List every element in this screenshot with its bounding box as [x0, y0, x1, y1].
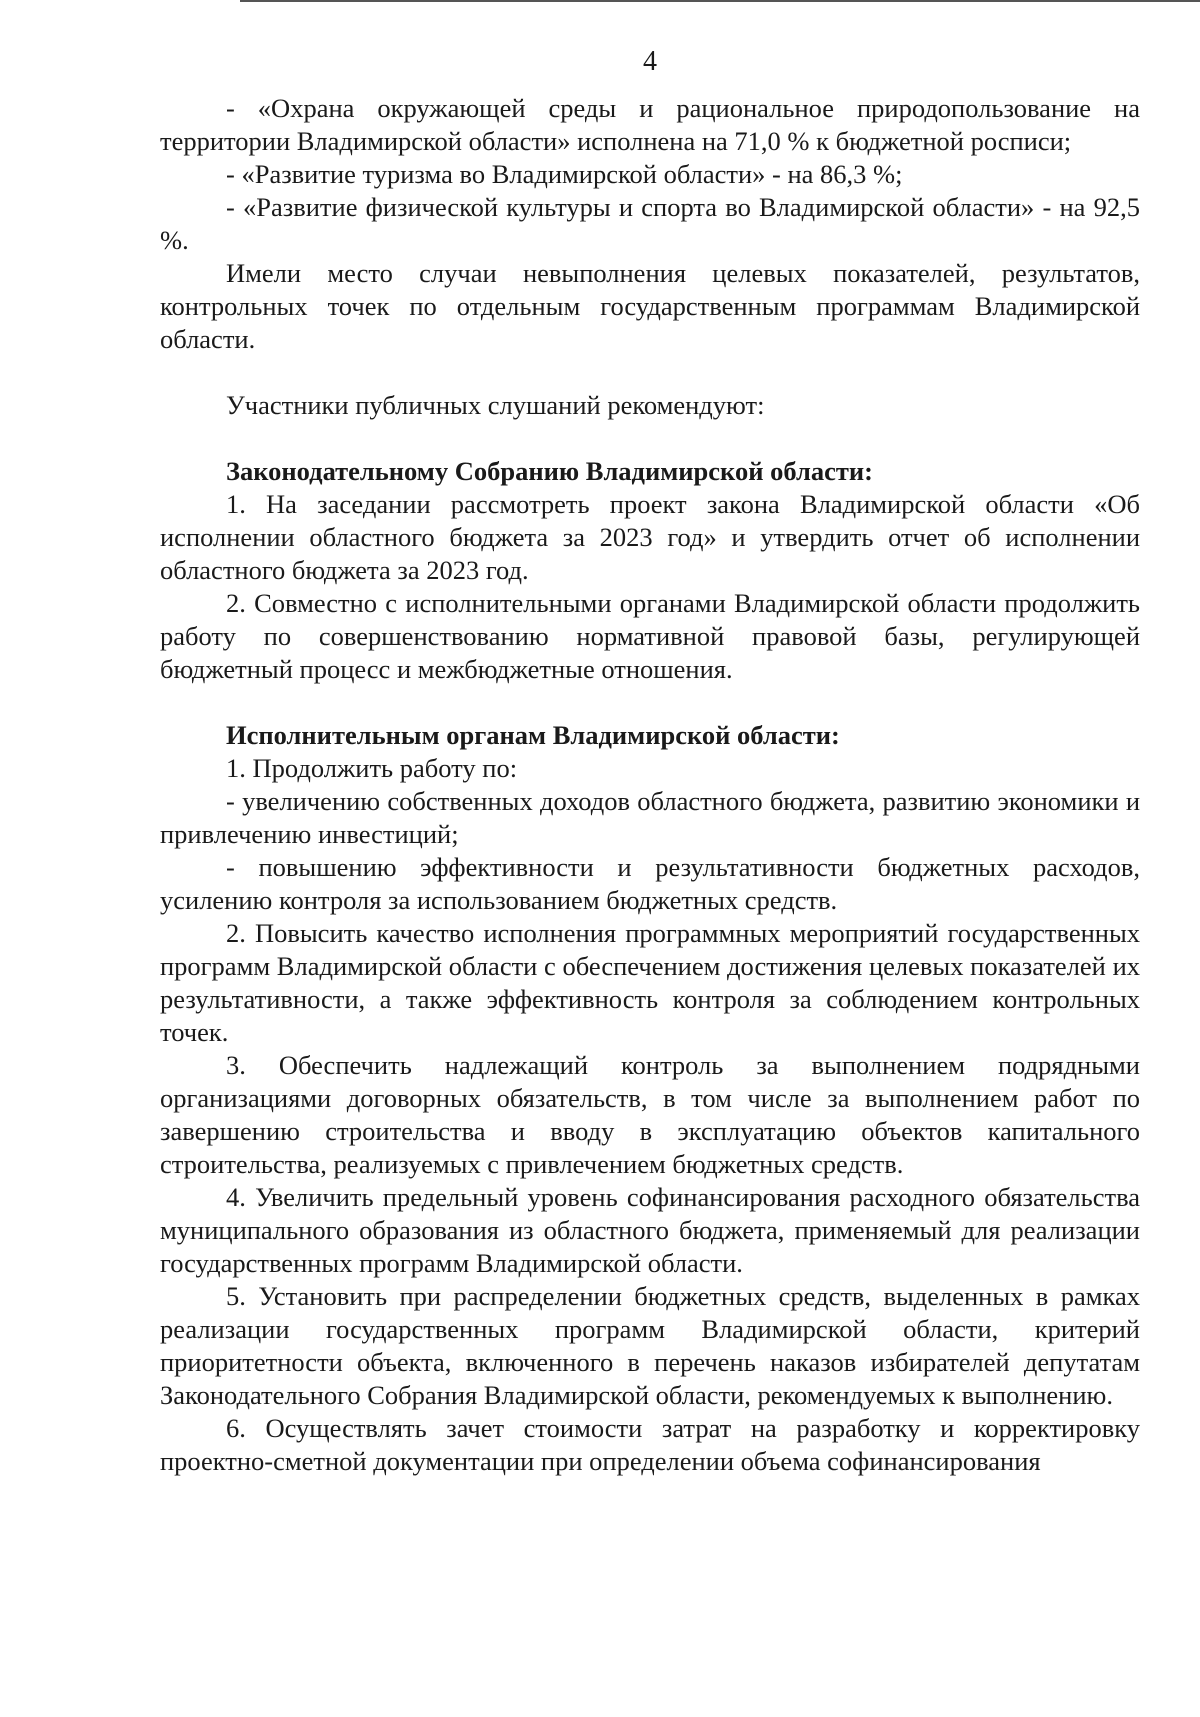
- executive-item-2: 2. Повысить качество исполнения программных мероприятий государственных программ Владимирской области с обеспечением достижения целевых показателей их результативности, а также эффективность контроля за соблюдением контрольных точек.: [160, 918, 1140, 1047]
- legislative-item-2: 2. Совместно с исполнительными органами Владимирской области продолжить работу по совершенствованию нормативной правовой базы, регулирующей бюджетный процесс и межбюджетные отношения.: [160, 588, 1140, 684]
- executive-item-3: 3. Обеспечить надлежащий контроль за выполнением подрядными организациями договорных обязательств, в том числе за выполнением работ по завершению строительства и вводу в эксплуатацию объектов капитального строительства, реализуемых с привлечением бюджетных средств.: [160, 1050, 1140, 1179]
- executive-item-4: 4. Увеличить предельный уровень софинансирования расходного обязательства муниципального образования из областного бюджета, применяемый для реализации государственных программ Владимирской области.: [160, 1182, 1140, 1278]
- spacer: [160, 422, 1140, 455]
- page-number: 4: [643, 46, 657, 77]
- paragraph-ecology: - «Охрана окружающей среды и рациональное природопользование на территории Владимирской области» исполнена на 71,0 % к бюджетной росписи;: [160, 93, 1140, 156]
- heading-legislative: Законодательному Собранию Владимирской области:: [226, 456, 873, 486]
- legislative-item-1: 1. На заседании рассмотреть проект закона Владимирской области «Об исполнении областного бюджета за 2023 год» и утвердить отчет об исполнении областного бюджета за 2023 год.: [160, 489, 1140, 585]
- heading-executive: Исполнительным органам Владимирской области:: [226, 720, 840, 750]
- top-border-line: [240, 0, 1200, 2]
- executive-item-6: 6. Осуществлять зачет стоимости затрат на разработку и корректировку проектно-сметной документации при определении объема софинансирования: [160, 1413, 1140, 1476]
- paragraph-indicators: Имели место случаи невыполнения целевых показателей, результатов, контрольных точек по отдельным государственным программам Владимирской области.: [160, 258, 1140, 354]
- executive-subitem-efficiency: - повышению эффективности и результативности бюджетных расходов, усилению контроля за использованием бюджетных средств.: [160, 852, 1140, 915]
- document-page: [160, 40, 1140, 1478]
- spacer: [160, 686, 1140, 719]
- executive-subitem-income: - увеличению собственных доходов областного бюджета, развитию экономики и привлечению инвестиций;: [160, 786, 1140, 849]
- executive-item-1: 1. Продолжить работу по:: [226, 753, 518, 783]
- executive-item-5: 5. Установить при распределении бюджетных средств, выделенных в рамках реализации государственных программ Владимирской области, критерий приоритетности объекта, включенного в перечень наказов избирателей депутатам Законодательного Собрания Владимирской области, рекомендуемых к выполнению.: [160, 1281, 1140, 1410]
- recommend-intro: Участники публичных слушаний рекомендуют:: [226, 390, 765, 420]
- spacer: [160, 356, 1140, 389]
- paragraph-tourism: - «Развитие туризма во Владимирской области» - на 86,3 %;: [226, 159, 903, 189]
- paragraph-sport: - «Развитие физической культуры и спорта во Владимирской области» - на 92,5 %.: [160, 192, 1140, 255]
